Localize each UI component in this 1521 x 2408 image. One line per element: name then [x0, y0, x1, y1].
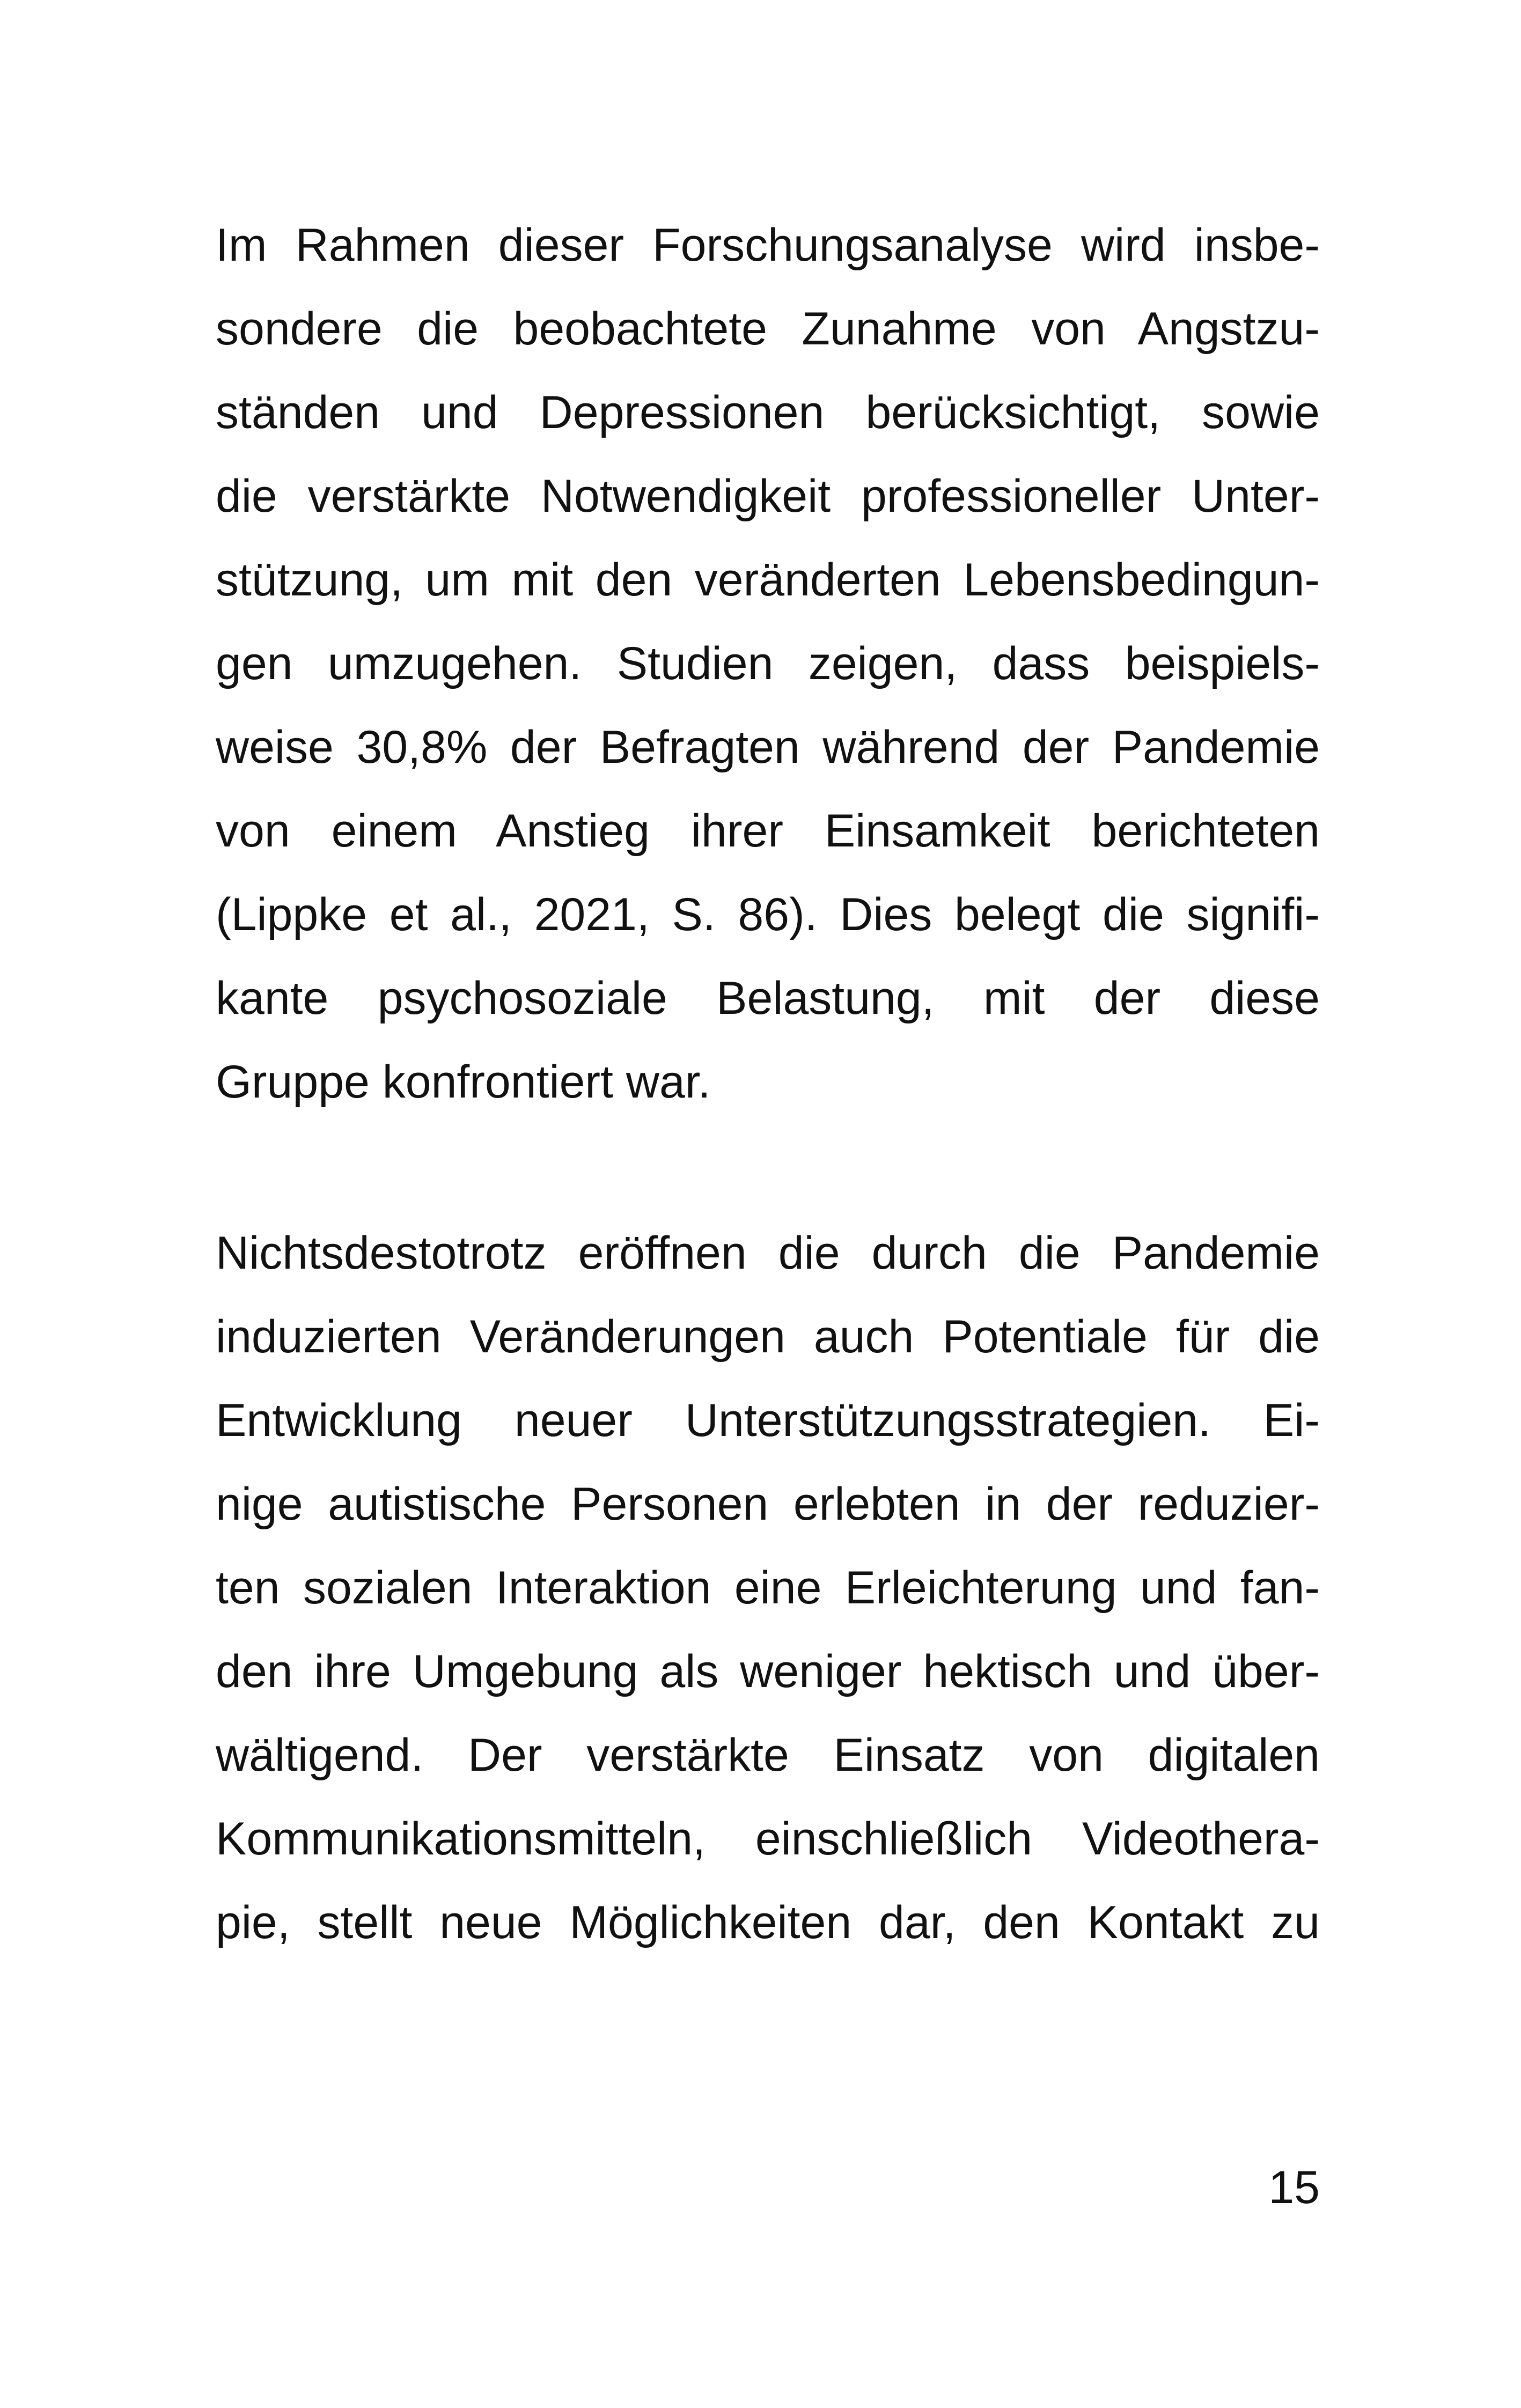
paragraph-2	[216, 1211, 1320, 1964]
paragraph-line: nige autistische Personen erlebten in der reduzier-	[216, 1478, 1320, 1530]
paragraph-line: den ihre Umgebung als weniger hektisch und über-	[216, 1646, 1320, 1697]
paragraph-line: Entwicklung neuer Unterstützungsstrategien. Ei-	[216, 1395, 1320, 1446]
paragraph-1	[216, 203, 1320, 1124]
paragraph-line: Im Rahmen dieser Forschungsanalyse wird insbe-	[216, 219, 1320, 271]
paragraph-line: induzierten Veränderungen auch Potentiale für die	[216, 1311, 1320, 1363]
paragraph-line: wältigend. Der verstärkte Einsatz von digitalen	[216, 1729, 1320, 1781]
paragraph-line: Kommunikationsmitteln, einschließlich Videothera-	[216, 1813, 1320, 1865]
paragraph-line: ständen und Depressionen berücksichtigt, sowie	[216, 387, 1320, 438]
page-number: 15	[1268, 2162, 1320, 2213]
paragraph-line: gen umzugehen. Studien zeigen, dass beispiels-	[216, 638, 1320, 689]
paragraph-line: pie, stellt neue Möglichkeiten dar, den Kontakt zu	[216, 1897, 1320, 1948]
paragraph-line: (Lippke et al., 2021, S. 86). Dies belegt die signifi-	[216, 889, 1320, 940]
paragraph-line: Gruppe konfrontiert war.	[216, 1056, 711, 1108]
paragraph-line: ten sozialen Interaktion eine Erleichterung und fan-	[216, 1562, 1320, 1614]
paragraph-line: weise 30,8% der Befragten während der Pandemie	[216, 721, 1320, 773]
paragraph-line: von einem Anstieg ihrer Einsamkeit berichteten	[216, 805, 1320, 857]
paragraph-line: Nichtsdestotrotz eröffnen die durch die Pandemie	[216, 1227, 1320, 1279]
paragraph-line: die verstärkte Notwendigkeit professioneller Unter-	[216, 470, 1320, 522]
paragraph-line: sondere die beobachtete Zunahme von Angstzu-	[216, 303, 1320, 355]
paragraph-line: kante psychosoziale Belastung, mit der diese	[216, 973, 1320, 1024]
paragraph-line: stützung, um mit den veränderten Lebensbedingun-	[216, 554, 1320, 606]
